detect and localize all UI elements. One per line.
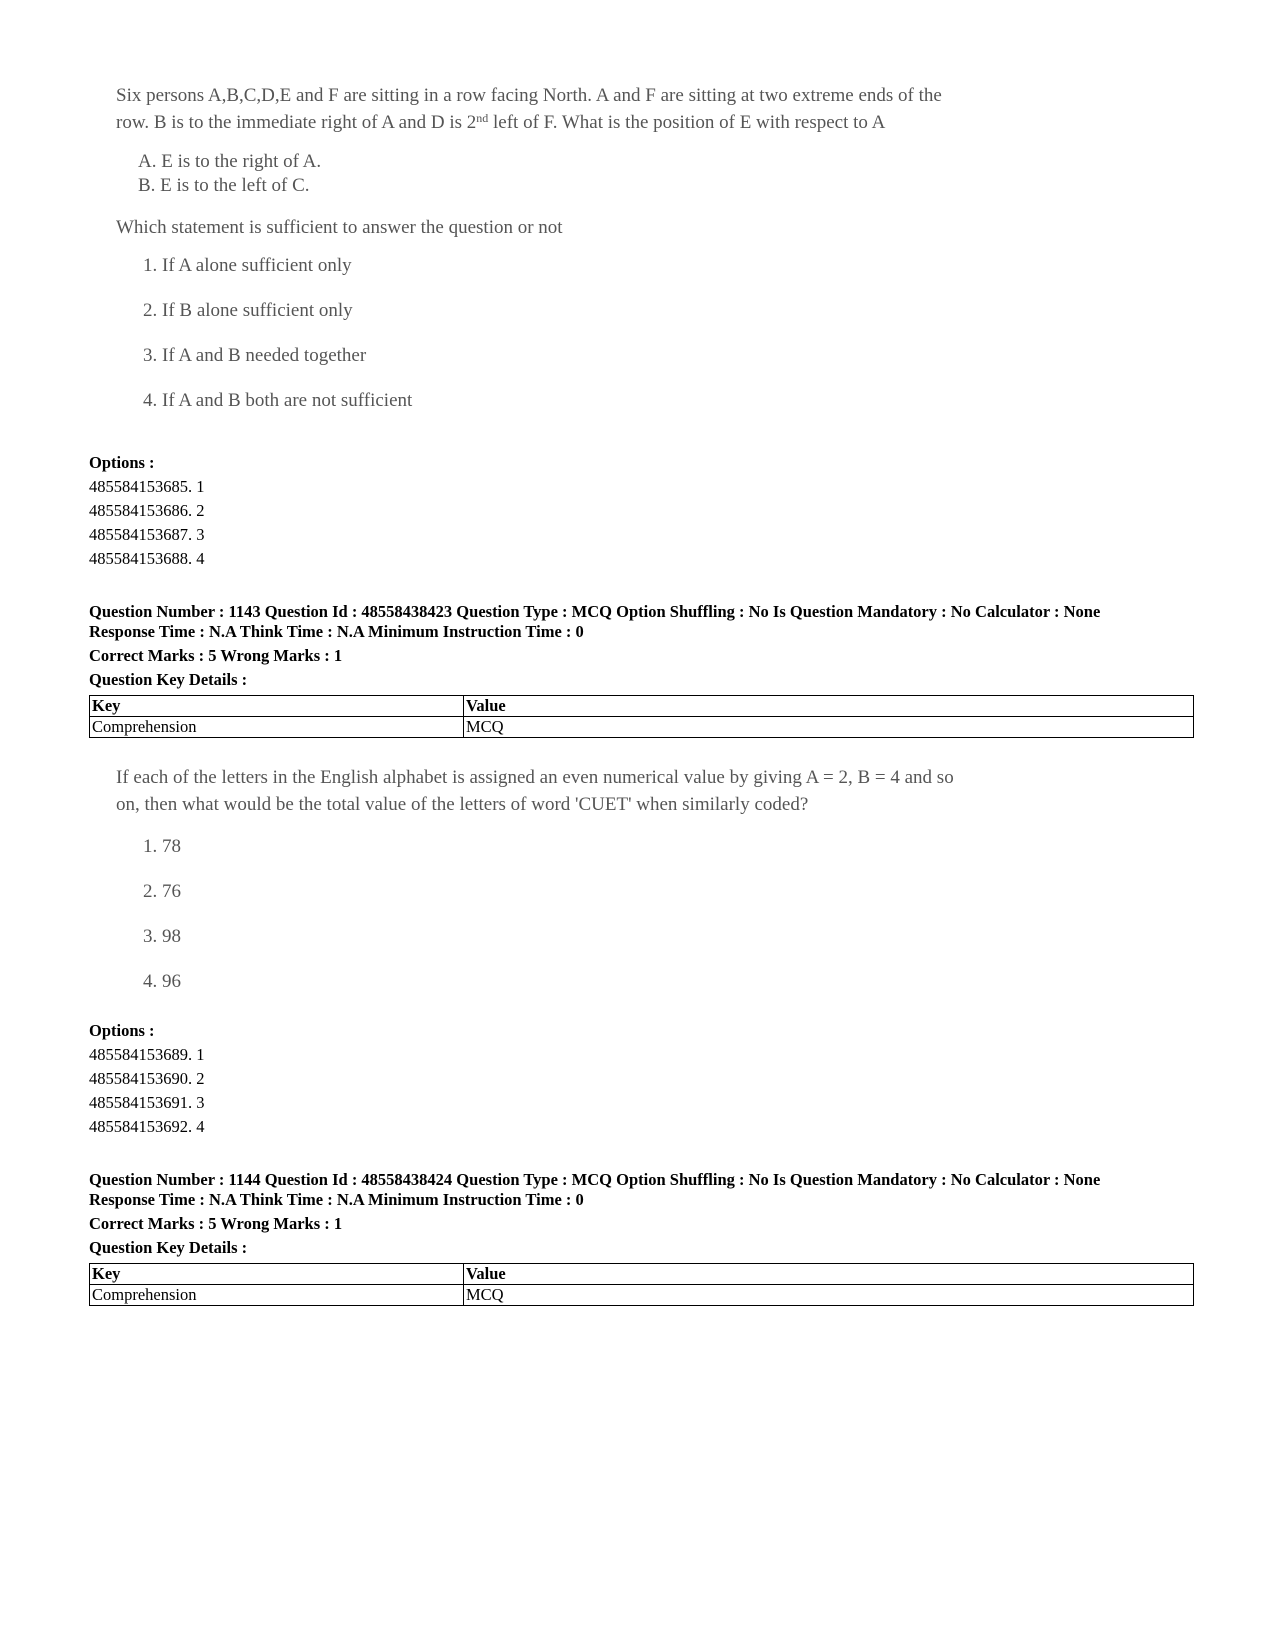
table-cell-value: MCQ	[464, 717, 1194, 738]
q3-marks: Correct Marks : 5 Wrong Marks : 1	[89, 1214, 343, 1233]
option-item: 485584153692. 4	[89, 1117, 205, 1136]
option-item: 485584153690. 2	[89, 1069, 205, 1088]
q1-stem-line2: row. B is to the immediate right of A and D is 2nd left of F. What is the position of E with respect to A	[116, 111, 886, 133]
q2-meta-line2: Response Time : N.A Think Time : N.A Minimum Instruction Time : 0	[89, 622, 584, 641]
table-row	[90, 1285, 1194, 1306]
option-item: 485584153691. 3	[89, 1093, 205, 1112]
table-cell-key: Comprehension	[90, 717, 464, 738]
q1-statement-b: B. E is to the left of C.	[138, 175, 310, 196]
table-header-row	[90, 1264, 1194, 1285]
options-label: Options :	[89, 453, 155, 472]
q2-marks: Correct Marks : 5 Wrong Marks : 1	[89, 646, 343, 665]
q2-choice: 3. 98	[143, 926, 181, 947]
table-header-value: Value	[464, 696, 1194, 717]
table-header-key: Key	[90, 696, 464, 717]
option-item: 485584153687. 3	[89, 525, 205, 544]
q1-stem-line1: Six persons A,B,C,D,E and F are sitting in a row facing North. A and F are sitting at two extreme ends of the	[116, 85, 942, 106]
q2-key-details: Question Key Details :	[89, 670, 248, 689]
table-header-row	[90, 696, 1194, 717]
option-item: 485584153686. 2	[89, 501, 205, 520]
option-item: 485584153685. 1	[89, 477, 205, 496]
q2-choice: 2. 76	[143, 881, 181, 902]
option-item: 485584153688. 4	[89, 549, 205, 568]
q1-choice: 1. If A alone sufficient only	[143, 255, 352, 276]
table-cell-key: Comprehension	[90, 1285, 464, 1306]
q1-question-image	[116, 82, 1016, 433]
q1-choice: 2. If B alone sufficient only	[143, 300, 353, 321]
q2-meta	[89, 602, 1209, 690]
q3-key-details: Question Key Details :	[89, 1238, 248, 1257]
q2-choice: 1. 78	[143, 836, 181, 857]
option-item: 485584153689. 1	[89, 1045, 205, 1064]
table-header-key: Key	[90, 1264, 464, 1285]
table-cell-value: MCQ	[464, 1285, 1194, 1306]
q2-options	[89, 1019, 205, 1139]
q2-stem-line1: If each of the letters in the English alphabet is assigned an even numerical value by giving A = 2, B = 4 and so	[116, 767, 954, 788]
q2-meta-line1: Question Number : 1143 Question Id : 48558438423 Question Type : MCQ Option Shuffling : No Is Question Mandatory : No Calculator : None	[89, 602, 1101, 621]
q2-key-table	[89, 695, 1194, 738]
q1-prompt: Which statement is sufficient to answer the question or not	[116, 217, 563, 238]
q1-choice: 4. If A and B both are not sufficient	[143, 390, 413, 411]
table-header-value: Value	[464, 1264, 1194, 1285]
q2-choice: 4. 96	[143, 971, 181, 992]
table-row	[90, 717, 1194, 738]
q2-stem-line2: on, then what would be the total value of the letters of word 'CUET' when similarly coded?	[116, 794, 809, 815]
q3-meta-line2: Response Time : N.A Think Time : N.A Minimum Instruction Time : 0	[89, 1190, 584, 1209]
q2-question-image	[116, 764, 1016, 1014]
q3-meta	[89, 1170, 1209, 1258]
q1-statement-a: A. E is to the right of A.	[138, 151, 322, 172]
options-label: Options :	[89, 1021, 155, 1040]
q1-choice: 3. If A and B needed together	[143, 345, 367, 366]
q1-options	[89, 451, 205, 571]
q3-key-table	[89, 1263, 1194, 1306]
q3-meta-line1: Question Number : 1144 Question Id : 48558438424 Question Type : MCQ Option Shuffling : No Is Question Mandatory : No Calculator : None	[89, 1170, 1101, 1189]
